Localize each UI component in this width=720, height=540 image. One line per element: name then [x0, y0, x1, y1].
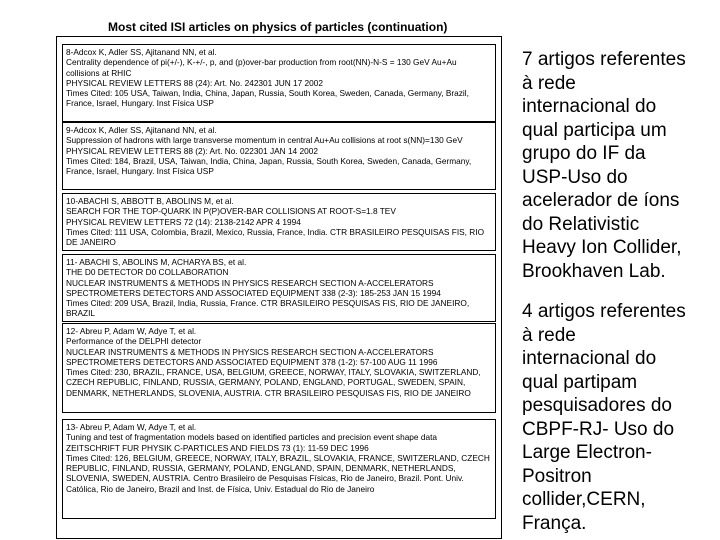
- article-citations: Times Cited: 126, BELGIUM, GREECE, NORWAY, ITALY, BRAZIL, SLOVAKIA, FRANCE, SWITZERLAND, CZECH REPUBLIC, FINLAND, RUSSIA, GERMANY, POLAND, ENGLAND, SPAIN, DENMARK, NETHERLANDS, SLOVENIA, SWEDEN, AUSTRIA. Centro Brasileiro de Pesquisas Físicas, Rio de Janeiro, Brazil. Pont. Univ. Católica, Rio de Janeiro, Brazil and Inst. de Física, Univ. Estadual do Rio de Janeiro: [66, 452, 490, 494]
- article-citations: Times Cited: 230, BRAZIL, FRANCE, USA, BELGIUM, GREECE, NORWAY, ITALY, SLOVAKIA, SWITZERLAND, CZECH REPUBLIC, FINLAND, RUSSIA, GERMANY, POLAND, ENGLAND, PORTUGAL, SWEDEN, SPAIN, DENMARK, NETHERLANDS, SLOVENIA, AUSTRIA. CTR BRASILEIRO PESQUISAS FIS, RIO DE JANEIRO: [66, 367, 481, 398]
- article-entry-11: [62, 254, 496, 322]
- article-journal: PHYSICAL REVIEW LETTERS 88 (2): Art. No. 022301 JAN 14 2002: [66, 145, 318, 156]
- side-note-line: França.: [522, 512, 587, 534]
- side-note-cbpf: [522, 300, 720, 535]
- article-authors: 8-Adcox K, Adler SS, Ajitanand NN, et al.: [66, 47, 217, 57]
- side-note-line: CBPF-RJ- Uso do: [522, 418, 675, 440]
- side-note-line: à rede: [522, 324, 576, 346]
- side-note-line: Heavy Ion Collider,: [522, 237, 682, 258]
- side-note-line: internacional do: [522, 96, 657, 117]
- side-note-line: 4 artigos referentes: [522, 301, 686, 322]
- page-title: Most cited ISI articles on physics of particles (continuation): [108, 20, 448, 34]
- article-title: Suppression of hadrons with large transverse momentum in central Au+Au collisions at root s(NN)=130 GeV: [66, 135, 463, 146]
- article-citations: Times Cited: 209 USA, Brazil, India, Russia, France. CTR BRASILEIRO PESQUISAS FIS, RIO DE JANEIRO, BRAZIL: [66, 298, 470, 319]
- article-journal: NUCLEAR INSTRUMENTS & METHODS IN PHYSICS RESEARCH SECTION A-ACCELERATORS SPECTROMETERS DETECTORS AND ASSOCIATED EQUIPMENT 338 (2-3): 185-253 JAN 15 1994: [66, 277, 441, 298]
- side-note-line: do Relativistic: [522, 213, 640, 235]
- article-citations: Times Cited: 111 USA, Colombia, Brazil, Mexico, Russia, France, India. CTR BRASILEIRO PESQUISAS FIS, RIO DE JANEIRO: [66, 226, 485, 248]
- side-note-line: acelerador de íons: [522, 190, 680, 211]
- article-entry-12: [62, 323, 496, 413]
- article-entry-8: [62, 44, 496, 122]
- side-note-line: USP-Uso do: [522, 166, 628, 188]
- side-note-line: Positron: [522, 465, 592, 487]
- side-note-line: qual partipam: [522, 371, 638, 393]
- article-citations: Times Cited: 105 USA, Taiwan, India, China, Japan, Russia, South Korea, Sweden, Canada, Germany, Brazil, France, Israel, Hungary. Inst Física USP: [66, 88, 469, 109]
- side-note-line: 7 artigos referentes: [522, 49, 686, 70]
- side-note-line: qual participa um: [522, 119, 667, 141]
- side-note-line: Brookhaven Lab.: [522, 260, 666, 282]
- side-note-line: pesquisadores do: [522, 395, 672, 416]
- article-authors: 13- Abreu P, Adam W, Adye T, et al.: [66, 422, 197, 432]
- article-authors: 12- Abreu P, Adam W, Adye T, et al.: [66, 326, 197, 336]
- side-note-line: collider,CERN,: [522, 489, 646, 510]
- side-note-line: internacional do: [522, 348, 657, 369]
- article-journal: NUCLEAR INSTRUMENTS & METHODS IN PHYSICS RESEARCH SECTION A-ACCELERATORS SPECTROMETERS DETECTORS AND ASSOCIATED EQUIPMENT 378 (1-2): 57-100 AUG 11 1996: [66, 346, 438, 367]
- article-authors: 10-ABACHI S, ABBOTT B, ABOLINS M, et al.: [66, 196, 234, 206]
- article-entry-13: [62, 419, 496, 519]
- article-authors: 11- ABACHI S, ABOLINS M, ACHARYA BS, et al.: [66, 257, 247, 267]
- article-title: SEARCH FOR THE TOP-QUARK IN P(P)OVER-BAR COLLISIONS AT ROOT-S=1.8 TEV: [66, 206, 396, 217]
- article-title: Performance of the DELPHI detector: [66, 336, 202, 347]
- side-note-line: Large Electron-: [522, 442, 652, 463]
- article-journal: PHYSICAL REVIEW LETTERS 88 (24): Art. No. 242301 JUN 17 2002: [66, 77, 324, 88]
- article-authors: 9-Adcox K, Adler SS, Ajitanand NN, et al.: [66, 125, 217, 135]
- article-title: THE D0 DETECTOR D0 COLLABORATION: [66, 267, 229, 278]
- article-title: Centrality dependence of pi(+/-), K-+/-, p, and (p)over-bar production from root(NN)-N-S = 130 GeV Au+Au collisions at RHIC: [66, 57, 457, 78]
- side-note-line: à rede: [522, 72, 576, 94]
- article-entry-9: [62, 122, 496, 190]
- article-title: Tuning and test of fragmentation models based on identified particles and precision event shape data: [66, 432, 437, 443]
- article-journal: ZEITSCHRIFT FUR PHYSIK C-PARTICLES AND FIELDS 73 (1): 11-59 DEC 1996: [66, 442, 369, 453]
- article-journal: PHYSICAL REVIEW LETTERS 72 (14): 2138-2142 APR 4 1994: [66, 216, 301, 227]
- side-note-line: grupo do IF da: [522, 143, 646, 164]
- article-citations: Times Cited: 184, Brazil, USA, Taiwan, India, China, Japan, Russia, South Korea, Sweden, Canada, Germany, France, Israel, Hungary. Inst Física USP: [66, 155, 472, 177]
- side-note-usp: [522, 48, 720, 283]
- article-entry-10: [62, 193, 496, 251]
